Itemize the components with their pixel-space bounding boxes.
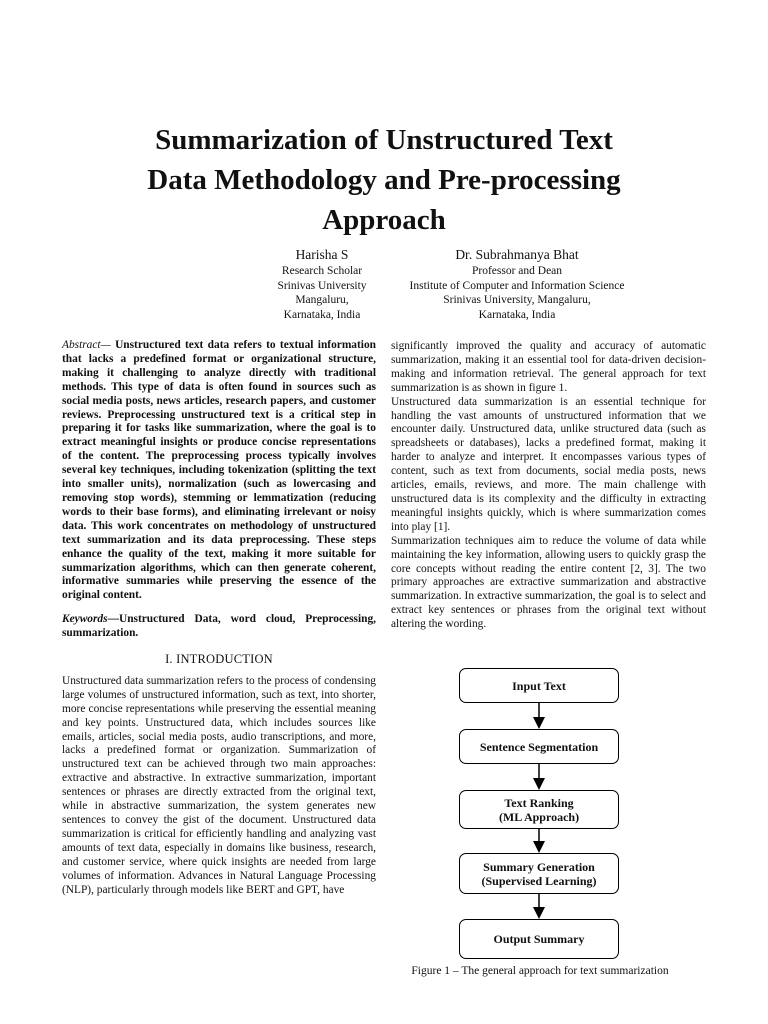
- flow-step-summary-generation: [459, 853, 619, 894]
- section-heading-introduction: I. INTRODUCTION: [165, 652, 273, 667]
- left-column: [62, 339, 376, 897]
- figure-caption: Figure 1 – The general approach for text summarization: [411, 965, 669, 977]
- abstract-label: Abstract—: [62, 339, 111, 351]
- author-2-affiliation-line: Professor and Dean: [471, 265, 563, 277]
- flow-step-text-ranking: [459, 790, 619, 829]
- flow-step-label: Summary Generation: [483, 859, 595, 874]
- flow-step-label: Text Ranking: [504, 795, 574, 810]
- title-line-2: Data Methodology and Pre-processing: [147, 164, 621, 196]
- title-line-1: Summarization of Unstructured Text: [155, 124, 613, 156]
- abstract-paragraph: [62, 339, 376, 603]
- body-paragraph: Unstructured data summarization is an essential technique for handling the vast amounts of unstructured information that we encounter daily. Unstructured data, unlike structured data (such as spreadsheets or databases), lacks a predefined format, making it harder to analyze and interpret. It encompasses various types of content, such as text from documents, social media posts, news articles, emails, reviews, and more. The main challenge with unstructured data is its complexity and the difficulty in extracting meaningful insights quickly, which is where summarization comes into play [1].: [391, 395, 706, 533]
- author-1-block: [252, 247, 392, 322]
- flowchart-figure: [380, 666, 700, 966]
- title-line-3: Approach: [322, 204, 446, 236]
- body-paragraph: Summarization techniques aim to reduce the volume of data while maintaining the key information, allowing users to quickly grasp the core concepts without reading the entire content [2, 3]. The two primary approaches are extractive summarization and abstractive summarization. In extractive summarization, the goal is to select and extract key sentences or phrases from the original text without altering the wording.: [391, 534, 706, 631]
- author-1-affiliation-line: Karnataka, India: [283, 308, 361, 321]
- flow-step-sublabel: (Supervised Learning): [481, 873, 597, 888]
- flow-step-label: Input Text: [512, 678, 566, 693]
- body-paragraph: significantly improved the quality and accuracy of automatic summarization, making it an essential tool for data-driven decision-making and information retrieval. The general approach for text summarization is as shown in figure 1.: [391, 340, 706, 394]
- flow-step-sentence-segmentation: [459, 729, 619, 764]
- keywords-label: Keywords: [62, 613, 108, 626]
- flow-step-label: Sentence Segmentation: [479, 739, 599, 754]
- author-2-name: Dr. Subrahmanya Bhat: [455, 247, 579, 262]
- keywords-paragraph: [62, 613, 376, 641]
- author-2-affiliation-line: Srinivas University, Mangaluru,: [443, 294, 591, 306]
- abstract-text: Unstructured text data refers to textual information that lacks a predefined format or organizational structure, making it challenging to analyze directly with traditional methods. This type of data is often found in sources such as social media posts, news articles, research papers, and customer reviews. Preprocessing unstructured text is a critical step in preparing it for tasks like summarization, where the goal is to extract meaningful insights or produce concise representations of the content. The preprocessing process typically involves several key techniques, including tokenization (splitting the text into smaller units), normalization (such as lowercasing and removing stop words), stemming or lemmatization (reducing words to their base forms), and eliminating irrelevant or noisy data. This work concentrates on methodology of unstructured text summarization and its data preprocessing. These steps enhance the quality of the text, making it more suitable for summarization algorithms, which can then generate coherent, informative summaries while preserving the essence of the original content.: [62, 339, 376, 602]
- flow-step-sublabel: (ML Approach): [498, 809, 580, 824]
- flow-step-output-summary: [459, 919, 619, 959]
- keywords-text: —Unstructured Data, word cloud, Preprocessing, summarization.: [62, 613, 376, 640]
- flow-step-input-text: [459, 668, 619, 703]
- author-1-affiliation-line: Srinivas University: [277, 279, 367, 292]
- author-1-affiliation-line: Mangaluru,: [295, 294, 349, 306]
- author-2-block: [393, 247, 641, 322]
- author-1-name: Harisha S: [295, 247, 349, 262]
- intro-paragraph: Unstructured data summarization refers to the process of condensing large volumes of unstructured information, such as text, into shorter, more concise representations while preserving the essential meaning and key points. Unstructured data, which includes sources like emails, articles, social media posts, audio transcriptions, and more, lacks a predefined format or organization. Summarization of unstructured text can be achieved through two main approaches: extractive and abstractive. In extractive summarization, important sentences or phrases are directly extracted from the original text, while in abstractive summarization, the system generates new sentences to convey the gist of the document. Unstructured data summarization is critical for efficiently handling and analyzing vast amounts of text data, especially in domains like business, research, and customer service, where quick insights are needed from large volumes of information. Advances in Natural Language Processing (NLP), particularly through models like BERT and GPT, have: [62, 674, 376, 896]
- author-2-affiliation-line: Institute of Computer and Information Science: [409, 279, 625, 292]
- author-1-affiliation-line: Research Scholar: [281, 265, 363, 277]
- right-column: [391, 340, 706, 632]
- flow-step-label: Output Summary: [493, 932, 585, 946]
- paper-title: [84, 120, 684, 240]
- author-2-affiliation-line: Karnataka, India: [478, 308, 556, 321]
